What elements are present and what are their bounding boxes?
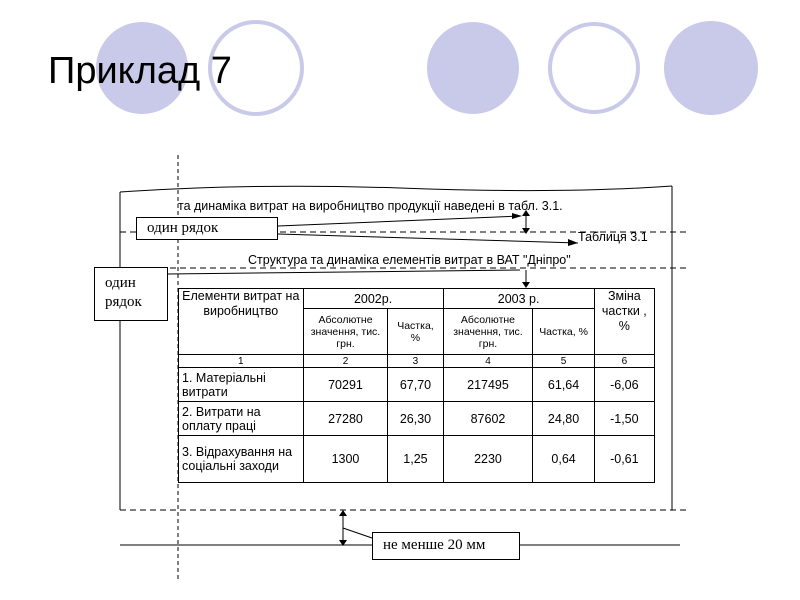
document-top-text: та динаміка витрат на виробництво продукції наведені в табл. 3.1. — [178, 199, 563, 213]
cell-change: -1,50 — [594, 402, 654, 436]
cell-abs-2003: 87602 — [443, 402, 533, 436]
callout-text: один рядок — [105, 275, 142, 310]
cell-share-2003: 61,64 — [533, 368, 594, 402]
cell-share-2002: 26,30 — [388, 402, 443, 436]
pointer-line — [343, 528, 372, 538]
cell-change: -6,06 — [594, 368, 654, 402]
pointer-line — [278, 216, 520, 226]
header-share-2003: Частка, % — [533, 309, 594, 355]
callout-text: один рядок — [147, 220, 219, 236]
column-number: 6 — [594, 355, 654, 368]
cell-share-2002: 67,70 — [388, 368, 443, 402]
page-top-edge — [120, 186, 672, 192]
row-label: 2. Витрати на оплату праці — [179, 402, 304, 436]
table-label: Таблиця 3.1 — [578, 230, 648, 244]
header-year-2002: 2002р. — [303, 289, 443, 309]
header-abs-2003: Абсолютне значення, тис. грн. — [443, 309, 533, 355]
cell-share-2003: 24,80 — [533, 402, 594, 436]
callout-text: не менше 20 мм — [383, 537, 486, 553]
slide-title: Приклад 7 — [48, 50, 232, 92]
cell-share-2002: 1,25 — [388, 436, 443, 483]
column-number: 5 — [533, 355, 594, 368]
cell-abs-2002: 70291 — [303, 368, 388, 402]
row-label: 1. Матеріальні витрати — [179, 368, 304, 402]
header-year-2003: 2003 р. — [443, 289, 594, 309]
cost-structure-table — [178, 288, 655, 483]
cell-abs-2003: 217495 — [443, 368, 533, 402]
header-share-2002: Частка, % — [388, 309, 443, 355]
cell-abs-2002: 27280 — [303, 402, 388, 436]
column-number: 3 — [388, 355, 443, 368]
callout-bottom-margin — [372, 532, 520, 560]
cell-abs-2002: 1300 — [303, 436, 388, 483]
table-row — [179, 436, 655, 483]
column-number: 4 — [443, 355, 533, 368]
header-change: Зміна частки , % — [594, 289, 654, 355]
table-row — [179, 402, 655, 436]
table-row — [179, 368, 655, 402]
decorative-circle — [427, 22, 519, 114]
column-number: 1 — [179, 355, 304, 368]
header-elements: Елементи витрат на виробництво — [179, 289, 304, 355]
cell-share-2003: 0,64 — [533, 436, 594, 483]
header-abs-2002: Абсолютне значення, тис. грн. — [303, 309, 388, 355]
callout-one-line-top — [136, 217, 278, 240]
column-number: 2 — [303, 355, 388, 368]
pointer-line — [168, 270, 520, 274]
cell-change: -0,61 — [594, 436, 654, 483]
callout-one-line-side — [94, 267, 168, 321]
cell-abs-2003: 2230 — [443, 436, 533, 483]
row-label: 3. Відрахування на соціальні заходи — [179, 436, 304, 483]
decorative-circle-outline — [550, 24, 638, 112]
decorative-circle — [664, 21, 758, 115]
pointer-line — [278, 234, 578, 243]
table-caption: Структура та динаміка елементів витрат в ВАТ "Дніпро" — [248, 253, 571, 267]
